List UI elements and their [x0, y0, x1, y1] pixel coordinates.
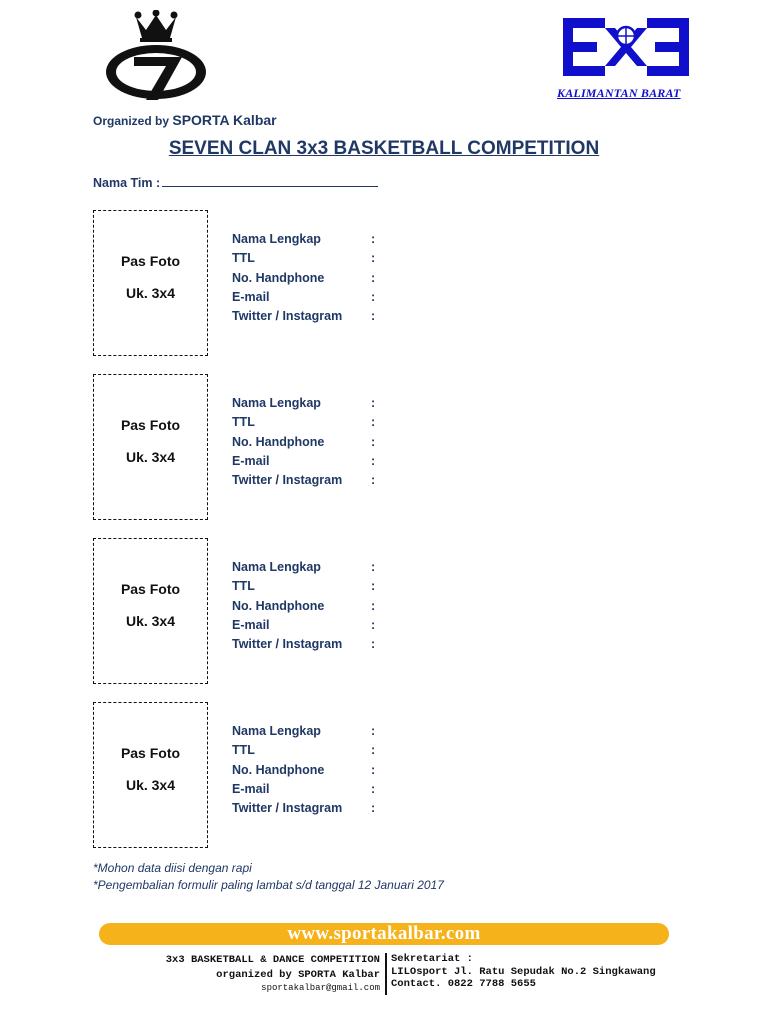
field-colon: : [371, 309, 376, 324]
field-label: E-mail [232, 289, 270, 304]
photo-label: Pas Foto [120, 581, 181, 597]
field-email [232, 290, 381, 309]
field-nama-lengkap [232, 560, 381, 579]
field-label: Nama Lengkap [232, 724, 321, 738]
field-colon: : [371, 434, 376, 449]
website-link[interactable]: www.sportakalbar.com [287, 923, 481, 944]
member-block-2 [93, 374, 493, 522]
3x3-kalimantan-barat-logo [555, 14, 697, 104]
footer-secretariat-label: Sekretariat : [391, 953, 473, 965]
footer-event-info [160, 953, 380, 994]
team-name-field [93, 174, 378, 190]
photo-size: Uk. 3x4 [125, 613, 176, 629]
note-deadline: *Pengembalian formulir paling lambat s/d tanggal 12 Januari 2017 [93, 878, 444, 892]
field-label: TTL [232, 415, 255, 430]
field-label: Nama Lengkap [232, 560, 321, 574]
field-twitter-instagram [232, 309, 381, 328]
field-email [232, 782, 381, 801]
field-label: No. Handphone [232, 434, 325, 449]
field-twitter-instagram [232, 637, 381, 656]
logo-region-text: KALIMANTAN BARAT [557, 86, 681, 100]
field-colon: : [371, 617, 376, 632]
field-label: Nama Lengkap [232, 232, 321, 246]
footer-contact-info [391, 953, 656, 991]
field-colon: : [371, 724, 376, 738]
field-ttl [232, 579, 381, 598]
team-name-label: Nama Tim : [93, 176, 161, 190]
footer-event-line: 3x3 BASKETBALL & DANCE COMPETITION [165, 954, 380, 966]
field-email [232, 618, 381, 637]
organizer-name: SPORTA Kalbar [172, 112, 277, 128]
field-colon: : [371, 743, 376, 758]
field-nama-lengkap [232, 396, 381, 415]
member-fields [232, 232, 381, 328]
field-label: Twitter / Instagram [232, 801, 343, 816]
field-colon: : [371, 579, 376, 594]
field-colon: : [371, 781, 376, 796]
notes [93, 860, 444, 894]
field-label: Twitter / Instagram [232, 309, 343, 324]
field-nama-lengkap [232, 724, 381, 743]
photo-box [93, 702, 208, 848]
member-block-4 [93, 702, 493, 850]
field-colon: : [371, 251, 376, 266]
photo-label: Pas Foto [120, 253, 181, 269]
field-label: Twitter / Instagram [232, 473, 343, 488]
field-colon: : [371, 473, 376, 488]
field-email [232, 454, 381, 473]
photo-size: Uk. 3x4 [125, 285, 176, 301]
field-nama-lengkap [232, 232, 381, 251]
member-block-1 [93, 210, 493, 358]
field-colon: : [371, 270, 376, 285]
photo-label: Pas Foto [120, 745, 181, 761]
field-label: No. Handphone [232, 270, 325, 285]
photo-size: Uk. 3x4 [125, 777, 176, 793]
field-colon: : [371, 560, 376, 574]
field-label: E-mail [232, 617, 270, 632]
field-label: No. Handphone [232, 762, 325, 777]
organized-by [93, 112, 277, 128]
photo-box [93, 538, 208, 684]
page-title: SEVEN CLAN 3x3 BASKETBALL COMPETITION [168, 138, 600, 159]
field-colon: : [371, 396, 376, 410]
field-label: Nama Lengkap [232, 396, 321, 410]
website-banner [99, 923, 669, 945]
photo-box [93, 210, 208, 356]
field-handphone [232, 599, 381, 618]
member-block-3 [93, 538, 493, 686]
field-colon: : [371, 598, 376, 613]
field-label: TTL [232, 579, 255, 594]
field-label: E-mail [232, 781, 270, 796]
field-label: TTL [232, 251, 255, 266]
footer-contact: Contact. 0822 7788 5655 [391, 978, 536, 990]
photo-size: Uk. 3x4 [125, 449, 176, 465]
field-colon: : [371, 232, 376, 246]
field-handphone [232, 435, 381, 454]
member-fields [232, 724, 381, 820]
field-colon: : [371, 637, 376, 652]
footer-address: LILOsport Jl. Ratu Sepudak No.2 Singkawang [391, 965, 656, 978]
field-colon: : [371, 289, 376, 304]
organized-prefix: Organized by [93, 114, 170, 128]
field-ttl [232, 251, 381, 270]
photo-box [93, 374, 208, 520]
field-colon: : [371, 453, 376, 468]
photo-label: Pas Foto [120, 417, 181, 433]
field-twitter-instagram [232, 801, 381, 820]
field-twitter-instagram [232, 473, 381, 492]
field-label: No. Handphone [232, 598, 325, 613]
field-ttl [232, 415, 381, 434]
field-label: TTL [232, 743, 255, 758]
field-colon: : [371, 762, 376, 777]
field-label: E-mail [232, 453, 270, 468]
field-ttl [232, 743, 381, 762]
field-colon: : [371, 801, 376, 816]
member-fields [232, 560, 381, 656]
field-colon: : [371, 415, 376, 430]
footer-organized-line: organized by SPORTA Kalbar [216, 969, 380, 981]
footer-email[interactable]: sportakalbar@gmail.com [261, 983, 380, 993]
field-label: Twitter / Instagram [232, 637, 343, 652]
footer-divider [385, 953, 387, 995]
seven-clan-logo [100, 10, 212, 102]
field-handphone [232, 763, 381, 782]
member-fields [232, 396, 381, 492]
field-handphone [232, 271, 381, 290]
team-name-line[interactable] [162, 174, 378, 187]
note-neat: *Mohon data diisi dengan rapi [93, 861, 252, 875]
